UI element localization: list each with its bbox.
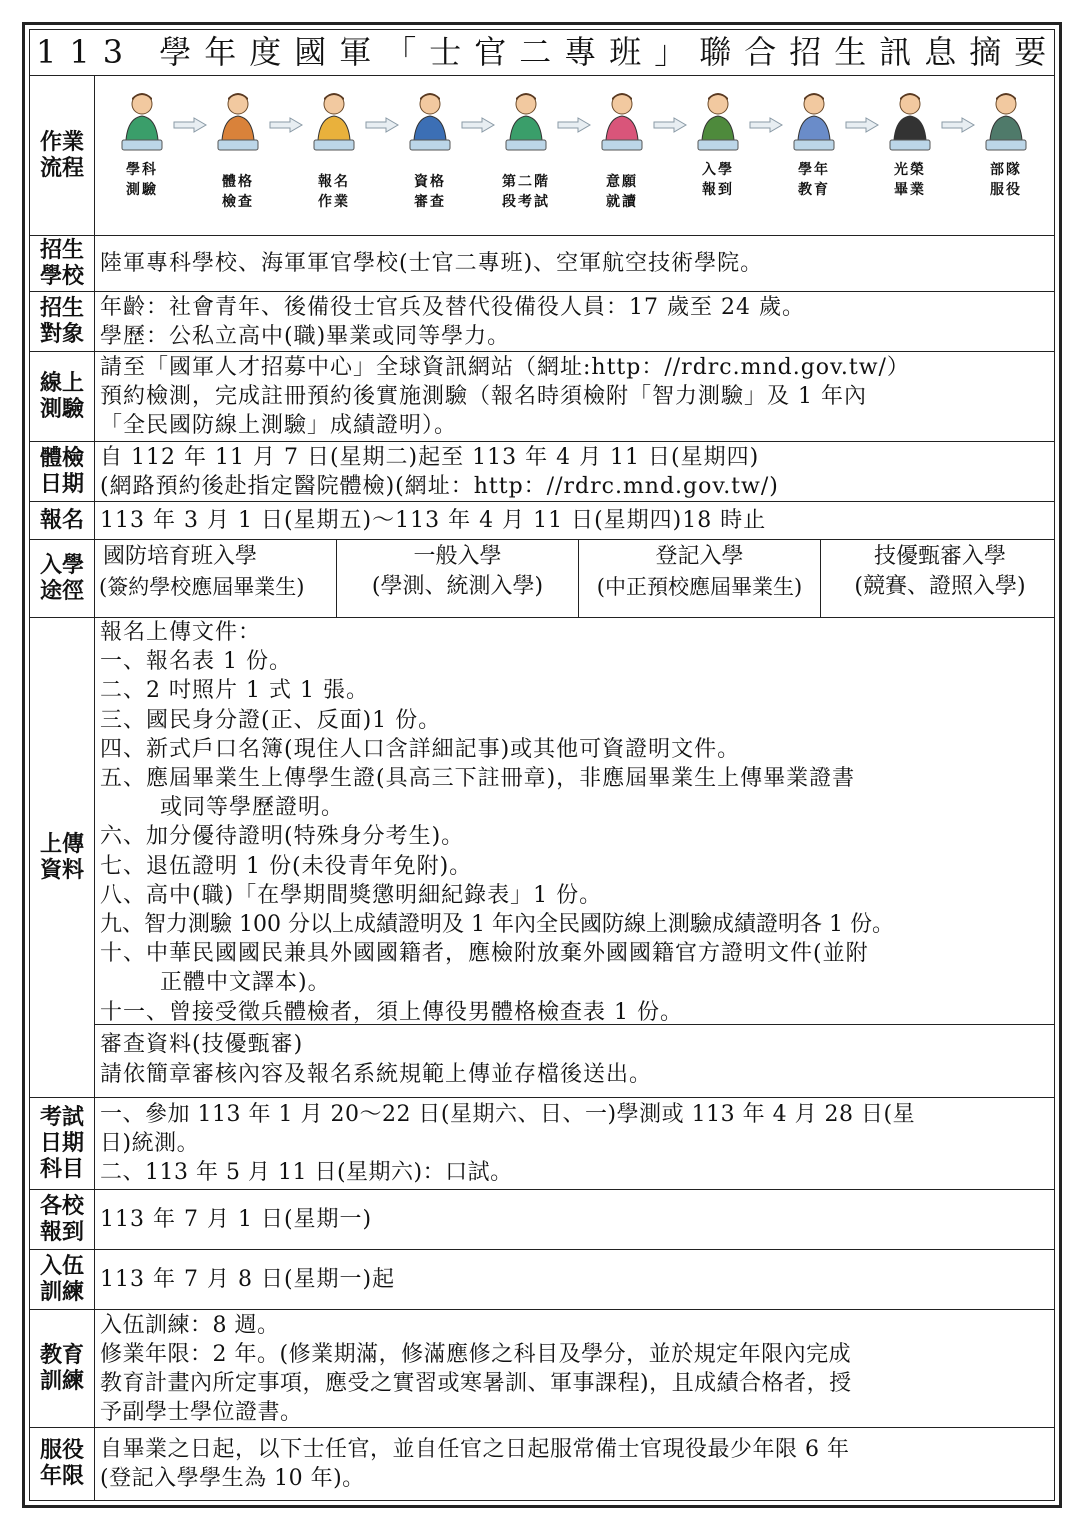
registration-text: 113 年 3 月 1 日(星期五)～113 年 4 月 11 日(星期四)18 時止 <box>100 508 767 533</box>
report-row <box>30 1190 1054 1250</box>
graduate-cap-icon <box>882 90 938 156</box>
upload-item: 六、加分優待證明(特殊身分考生)。 <box>100 824 465 850</box>
exam-row <box>30 1098 1054 1190</box>
target-label: 招生對象 <box>30 292 95 351</box>
flow-step-label: 第二階 段考試 <box>502 174 550 210</box>
flow-step <box>102 76 182 200</box>
upload-label: 上傳資料 <box>30 618 95 1097</box>
schools-text: 陸軍專科學校、海軍軍官學校(士官二專班)、空軍航空技術學院。 <box>100 251 764 276</box>
student-at-desk-icon <box>114 90 170 156</box>
document-frame <box>22 22 1062 1508</box>
education-label: 教育訓練 <box>30 1310 95 1427</box>
target-row <box>30 292 1054 352</box>
flow-step <box>390 76 470 212</box>
upload-item: 五、應屆畢業生上傳學生證(具高三下註冊章)，非應屆畢業生上傳畢業證書 <box>100 766 856 792</box>
online-test-row <box>30 352 1054 442</box>
student-exam-icon <box>498 90 554 156</box>
ribbon-award-icon <box>594 90 650 156</box>
pilots-icon <box>978 90 1034 156</box>
schools-row <box>30 236 1054 292</box>
upload-item: 二、2 吋照片 1 式 1 張。 <box>100 678 369 704</box>
upload-heading: 報名上傳文件： <box>100 620 262 645</box>
physical-exam-row <box>30 442 1054 502</box>
service-label: 服役年限 <box>30 1428 95 1500</box>
upload-row <box>30 618 1054 1098</box>
schools-label: 招生學校 <box>30 236 95 291</box>
training-text: 113 年 7 月 8 日(星期一)起 <box>100 1267 396 1292</box>
report-label: 各校報到 <box>30 1190 95 1249</box>
online-test-text: 請至「國軍人才招募中心」全球資訊網站（網址:http：//rdrc.mnd.gov.tw/） 預約檢測，完成註冊預約後實施測驗（報名時須檢附「智力測驗」及 1 年內 「全民國防線上測驗」成績證明）。 <box>100 355 910 438</box>
flow-step-label: 報名 作業 <box>318 174 350 210</box>
flow-step <box>294 76 374 212</box>
upload-documents-cell <box>95 618 1054 1025</box>
review-documents-cell: 審查資料(技優甄審) 請依簡章審核內容及報名系統規範上傳並存檔後送出。 <box>100 1032 653 1087</box>
upload-item: 一、報名表 1 份。 <box>100 649 292 675</box>
route-general: 一般入學 (學測、統測入學) <box>337 540 579 617</box>
service-row <box>30 1428 1054 1500</box>
training-label: 入伍訓練 <box>30 1250 95 1309</box>
flow-step-label: 入學 報到 <box>702 162 734 198</box>
admission-routes-row <box>30 540 1054 618</box>
flow-step-label: 部隊 服役 <box>990 162 1022 198</box>
registration-clerk-icon <box>306 90 362 156</box>
process-flow <box>100 76 1054 235</box>
flow-label: 作業流程 <box>30 76 95 235</box>
registration-label: 報名 <box>30 502 95 539</box>
report-text: 113 年 7 月 1 日(星期一) <box>100 1207 373 1232</box>
upload-item: 七、退伍證明 1 份(未役青年免附)。 <box>100 853 473 879</box>
education-row <box>30 1310 1054 1428</box>
upload-item-continued: 正體中文譯本)。 <box>160 970 331 996</box>
flow-step <box>774 76 854 200</box>
target-age: 年齡：社會青年、後備役士官兵及替代役備役人員：17 歲至 24 歲。 <box>100 294 805 320</box>
flow-step-label: 體格 檢查 <box>222 174 254 210</box>
flow-step <box>678 76 758 200</box>
flow-step <box>198 76 278 212</box>
route-skill-review: 技優甄審入學 (競賽、證照入學) <box>854 544 1026 599</box>
exam-label: 考試日期科目 <box>30 1098 95 1189</box>
upload-item: 八、高中(職)「在學期間獎懲明細紀錄表」1 份。 <box>100 882 603 908</box>
exam-text: 一、參加 113 年 1 月 20～22 日(星期六、日、一)學測或 113 年 4 月 28 日(星 日)統測。 二、113 年 5 月 11 日(星期六)：口試。 <box>100 1102 916 1185</box>
target-text <box>100 292 1050 351</box>
upload-item: 九、智力測驗 100 分以上成績證明及 1 年內全民國防線上測驗成績證明各 1 份。 <box>100 912 894 938</box>
flow-step-label: 意願 就讀 <box>606 174 638 210</box>
doctor-examination-icon <box>210 90 266 156</box>
training-row <box>30 1250 1054 1310</box>
upload-item: 十、中華民國國民兼具外國國籍者，應檢附放棄外國國籍官方證明文件(並附 <box>100 941 869 967</box>
upload-item: 三、國民身分證(正、反面)1 份。 <box>100 707 442 733</box>
document-inner-frame <box>29 29 1060 1501</box>
soldier-running-icon <box>690 90 746 156</box>
flow-step <box>966 76 1046 200</box>
online-test-label: 線上測驗 <box>30 352 95 441</box>
flow-step-label: 光榮 畢業 <box>894 162 926 198</box>
physical-exam-text: 自 112 年 11 月 7 日(星期二)起至 113 年 4 月 11 日(星期四) (網路預約後赴指定醫院體檢)(網址：http：//rdrc.mnd.gov.tw/) <box>100 444 779 499</box>
service-text: 自畢業之日起，以下士任官，並自任官之日起服常備士官現役最少年限 6 年 (登記入學學生為 10 年)。 <box>100 1437 850 1491</box>
upload-item: 四、新式戶口名簿(現住人口含詳細記事)或其他可資證明文件。 <box>100 736 741 762</box>
target-education: 學歷：公私立高中(職)畢業或同等學力。 <box>100 323 511 349</box>
magnifier-inspection-icon <box>402 90 458 156</box>
admission-routes-label: 入學途徑 <box>30 540 95 617</box>
flow-step-label: 學科 測驗 <box>126 162 158 198</box>
flow-step-label: 學年 教育 <box>798 162 830 198</box>
route-national-defense: 國防培育班入學 (簽約學校應屆畢業生) <box>95 540 337 617</box>
route-registration: 登記入學 (中正預校應屆畢業生) <box>579 540 821 617</box>
education-text: 入伍訓練：8 週。 修業年限：2 年。(修業期滿，修滿應修之科目及學分，並於規定年限內完成 教育計畫內所定事項，應受之實習或寒暑訓、軍事課程)，且成績合格者，授 予副學士學位證書。 <box>100 1312 852 1425</box>
upload-item: 十一、曾接受徵兵體檢者，須上傳役男體格檢查表 1 份。 <box>100 999 683 1025</box>
physical-exam-label: 體檢日期 <box>30 442 95 501</box>
classroom-lecture-icon <box>786 90 842 156</box>
flow-row <box>30 76 1054 236</box>
page-title: 113 學年度國軍「士官二專班」聯合招生訊息摘要 <box>36 33 1060 71</box>
registration-row <box>30 502 1054 540</box>
flow-step-label: 資格 審查 <box>414 174 446 210</box>
flow-step <box>582 76 662 212</box>
flow-step <box>870 76 950 200</box>
flow-step <box>486 76 566 212</box>
title-row <box>30 30 1060 76</box>
upload-item-continued: 或同等學歷證明。 <box>160 795 345 821</box>
